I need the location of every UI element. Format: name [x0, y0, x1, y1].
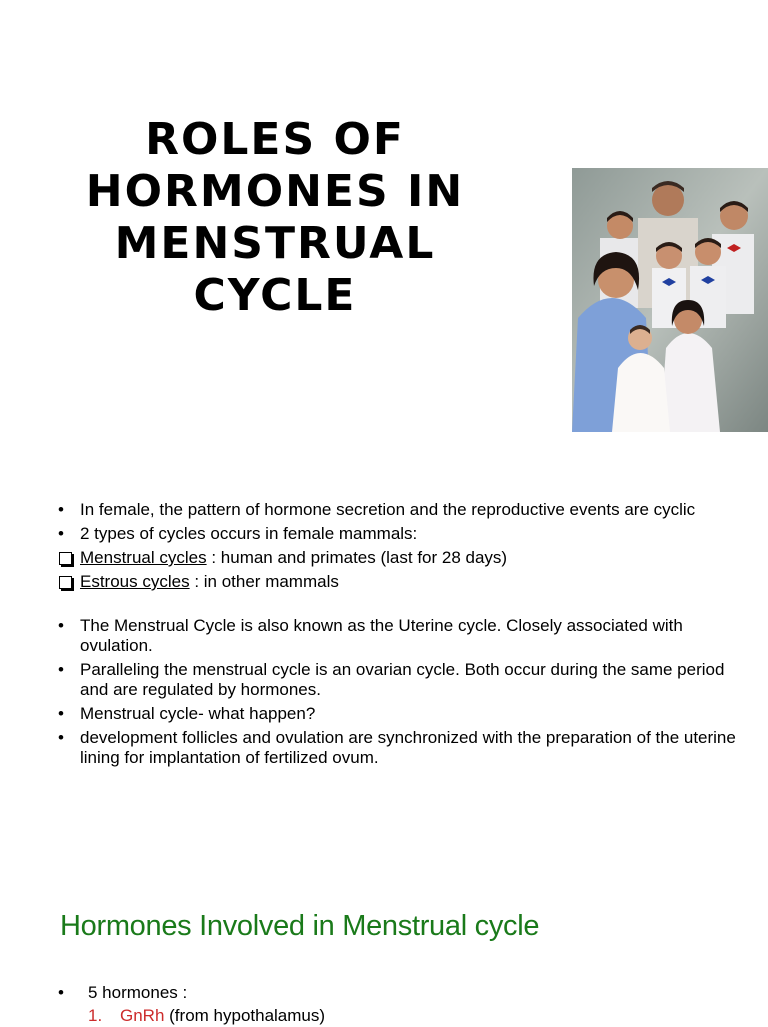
- section-heading: Hormones Involved in Menstrual cycle: [60, 910, 540, 942]
- bullet-icon: •: [58, 616, 64, 635]
- bullet-icon: •: [58, 728, 64, 747]
- list-item: • 2 types of cycles occurs in female mammals:: [58, 524, 418, 543]
- slide-title: ROLES OF HORMONES IN MENSTRUAL CYCLE: [85, 114, 465, 321]
- family-photo: [572, 168, 768, 432]
- list-item: • Paralleling the menstrual cycle is an ovarian cycle. Both occur during the same period and are regulated by hormones.: [58, 660, 725, 699]
- term-menstrual-cycles: Menstrual cycles: [80, 548, 207, 567]
- hormone-item: 1. GnRh (from hypothalamus): [88, 1006, 326, 1025]
- bullet-icon: •: [58, 983, 64, 1002]
- bullet-icon: •: [58, 660, 64, 679]
- list-item: Estrous cycles : in other mammals: [0, 572, 748, 592]
- list-item: • The Menstrual Cycle is also known as the Uterine cycle. Closely associated with ovulation.: [58, 616, 683, 655]
- term-estrous-cycles: Estrous cycles: [80, 572, 190, 591]
- hormone-list: [58, 982, 325, 1027]
- list-item: • development follicles and ovulation are synchronized with the preparation of the uterine lining for implantation of fertilized ovum.: [58, 728, 736, 767]
- checkbox-icon: [59, 552, 72, 565]
- bullet-icon: •: [58, 500, 64, 519]
- list-item: Menstrual cycles : human and primates (last for 28 days): [0, 548, 748, 568]
- bullet-icon: •: [58, 704, 64, 723]
- hormone-name: GnRh: [120, 1006, 165, 1025]
- item-number: 1.: [88, 1006, 103, 1025]
- bullet-list: [58, 500, 748, 772]
- spacer: [58, 596, 748, 616]
- checkbox-icon: [59, 576, 72, 589]
- bullet-icon: •: [58, 524, 64, 543]
- list-item: • Menstrual cycle- what happen?: [58, 704, 316, 723]
- list-item: • In female, the pattern of hormone secretion and the reproductive events are cyclic: [58, 500, 696, 519]
- list-item: • 5 hormones :: [58, 983, 188, 1002]
